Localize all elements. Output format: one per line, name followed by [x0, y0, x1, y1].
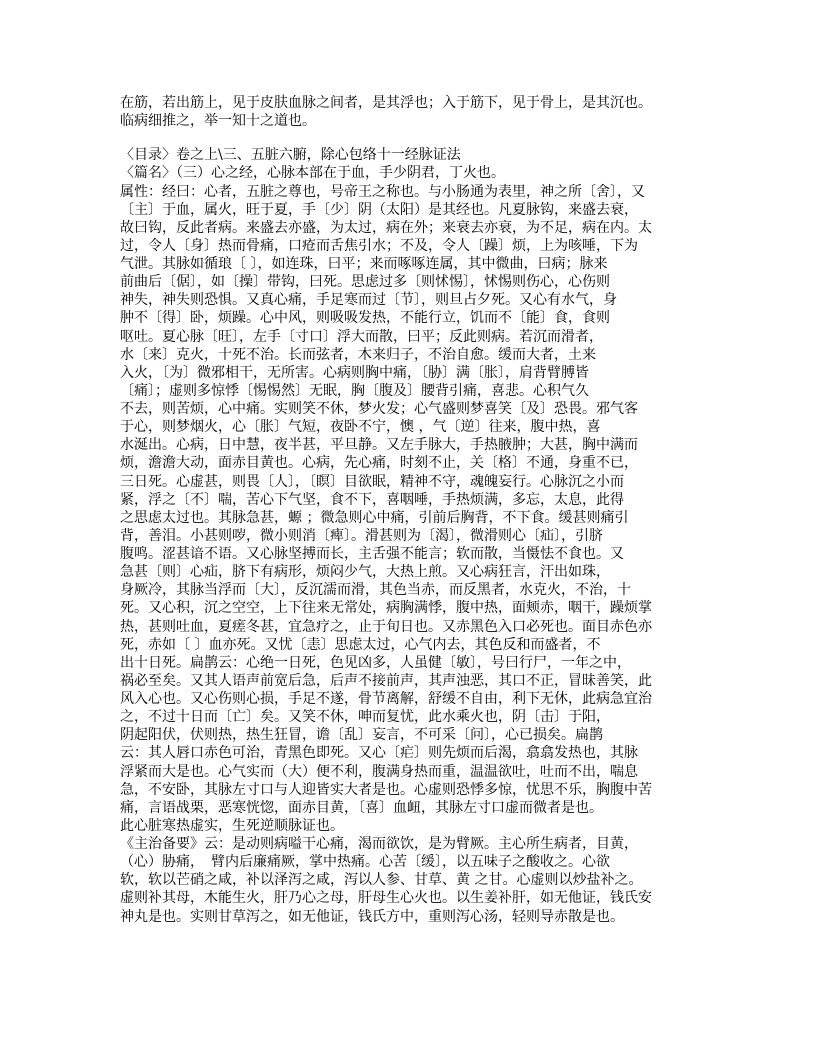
text-line: 阴起阳伏，伏则热，热生狂冒，谵〔乱〕妄言，不可采〔问〕，心已损矣。扁鹊 — [120, 727, 603, 744]
text-line: 属性：经曰：心者，五脏之尊也，号帝王之称也。与小肠通为表里，神之所〔舍〕，又 — [120, 183, 645, 200]
text-line: 之思虑太过也。其脉急甚，螈 ；微急则心中痛，引前后胸背，不下食。缓甚则痛引 — [120, 509, 629, 526]
text-line: 祸必至矣。又其人语声前宽后急，后声不接前声，其声浊恶，其口不正，冒昧善笑，此 — [120, 672, 652, 689]
text-line: 神失，神失则恐惧。又真心痛，手足寒而过〔节〕，则旦占夕死。又心有水气，身 — [120, 292, 617, 309]
intro-paragraph — [120, 94, 720, 130]
text-line: 〔痛〕；虚则多惊悸〔惕惕然〕无眠，胸〔腹及〕腰背引痛，喜悲。心积气久 — [120, 382, 589, 399]
text-line: 〈篇名〉（三）心之经，心脉本部在于血，手少阴君，丁火也。 — [120, 165, 505, 182]
text-line: 神丸是也。实则甘草泻之，如无他证，钱氏方中，重则泻心汤，轻则导赤散是也。 — [120, 908, 624, 925]
text-line: 热，甚则吐血，夏瘥冬甚，宜急疗之，止于旬日也。又赤黑色入口必死也。面目赤色亦 — [120, 618, 652, 635]
text-line: 急，不安卧，其脉左寸口与人迎皆实大者是也。心虚则恐悸多惊，忧思不乐，胸腹中苦 — [120, 781, 652, 798]
heart-meridian-section — [120, 146, 720, 925]
text-line: 浮紧而大是也。心气实而（大）便不利，腹满身热而重，温温欲吐，吐而不出，喘息 — [120, 763, 638, 780]
text-line: 死。又心积，沉之空空，上下往来无常处，病胸满悸，腹中热，面颊赤，咽干，躁烦掌 — [120, 600, 652, 617]
text-line: 之，不过十日而〔亡〕矣。又笑不休，呻而复忧，此水乘火也，阴〔击〕于阳， — [120, 709, 610, 726]
text-line: 急甚〔则〕心疝，脐下有病形，烦闷少气，大热上煎。又心病狂言，汗出如珠， — [120, 564, 610, 581]
document-page — [120, 94, 720, 926]
text-line: 〈目录〉卷之上\三、五脏六腑，除心包络十一经脉证法 — [120, 147, 461, 164]
text-line: 不去，则苦烦，心中痛。实则笑不休，梦火发；心气盛则梦喜笑〔及〕恐畏。邪气客 — [120, 401, 638, 417]
text-line: 《主治备要》云：是动则病嗌干心痛，渴而欲饮，是为臂厥。主心所生病者，目黄， — [120, 836, 638, 852]
text-line: 死，赤如〔 〕血亦死。又忧〔恚〕思虑太过，心气内去，其色反和而盛者，不 — [120, 636, 601, 653]
text-line: 于心，则梦烟火，心〔胀〕气短，夜卧不宁，懊 ，气〔逆〕往来，腹中热，喜 — [120, 419, 601, 436]
text-line: 紧，浮之〔不〕喘，苦心下气坚，食不下，喜咽唾，手热烦满，多忘，太息，此得 — [120, 491, 624, 508]
text-line: 三日死。心虚甚，则畏〔人〕，〔瞑〕目欲眠，精神不守，魂魄妄行。心脉沉之小而 — [120, 473, 624, 490]
text-line: 故曰钩，反此者病。来盛去亦盛，为太过，病在外；来衰去亦衰，为不足，病在内。太 — [120, 219, 652, 236]
text-line: 云：其人唇口赤色可治，青黑色即死。又心〔疟〕则先烦而后渴，翕翕发热也，其脉 — [120, 745, 638, 762]
text-line: 〔主〕于血，属火，旺于夏，手〔少〕阴（太阳）是其经也。凡夏脉钩，来盛去衰， — [120, 201, 638, 218]
text-line: 呕吐。夏心脉〔旺〕，左手〔寸口〕浮大而散，曰平；反此则病。若沉而滑者， — [120, 328, 603, 345]
paragraph-gap — [120, 130, 720, 146]
text-line: 出十日死。扁鹊云：心绝一日死，色见凶多，人虽健〔敏〕，号曰行尸，一年之中， — [120, 654, 631, 671]
text-line: 在筋，若出筋上，见于皮肤血脉之间者，是其浮也；入于筋下，见于骨上，是其沉也。 — [120, 95, 652, 111]
text-line: 气泄。其脉如循琅〔 〕，如连珠，曰平；来而啄啄连属，其中微曲，曰病；脉来 — [120, 256, 608, 272]
text-line: 肿不〔得〕卧，烦躁。心中风，则吸吸发热，不能行立，饥而不〔能〕食，食则 — [120, 310, 610, 327]
text-line: 腹鸣。涩甚谙不语。又心脉坚搏而长，主舌强不能言；软而散，当慑怯不食也。又 — [120, 546, 624, 562]
text-line: 水〔来〕克火，十死不治。长而弦者，木来归子，不治自愈。缓而大者，土来 — [120, 346, 596, 363]
text-line: 过，令人〔身〕热而骨痛，口疮而舌焦引水；不及，令人〔躁〕烦，上为咳唾，下为 — [120, 237, 638, 254]
text-line: 虚则补其母，木能生火，肝乃心之母，肝母生心火也。以生姜补肝，如无他证，钱氏安 — [120, 890, 652, 907]
text-line: 身厥冷，其脉当浮而〔大〕，反沉濡而滑，其色当赤，而反黑者，水克火，不治，十 — [120, 582, 631, 599]
text-line: 入火，〔为〕微邪相干，无所害。心病则胸中痛，〔胁〕满〔胀〕，肩背臂膊皆 — [120, 364, 589, 381]
text-line: 软，软以芒硝之咸，补以泽泻之咸，泻以人参、甘草、黄 之甘。心虚则以炒盐补之。 — [120, 872, 643, 889]
text-line: 前曲后〔倨〕，如〔操〕带钩，曰死。思虑过多〔则怵惕〕，怵惕则伤心，心伤则 — [120, 274, 610, 291]
text-line: 烦，澹澹大动，面赤目黄也。心病，先心痛，时刻不止，关〔格〕不通，身重不已， — [120, 455, 638, 472]
text-line: 痛，言语战栗，恶寒恍惚，面赤目黄，〔喜〕血衄，其脉左寸口虚而微者是也。 — [120, 799, 603, 816]
text-line: 背，善泪。小甚则哕，微小则消〔痺〕。滑甚则为〔渴〕，微滑则心〔疝〕，引脐 — [120, 527, 603, 544]
text-line: 临病细推之，举一知十之道也。 — [120, 113, 316, 130]
text-line: 水涎出。心病，日中慧，夜半甚，平旦静。又左手脉大，手热腋肿；大甚，胸中满而 — [120, 437, 638, 454]
text-line: 此心脏寒热虚实，生死逆顺脉证也。 — [120, 817, 344, 834]
text-line: （心）胁痛， 臂内后廉痛厥，掌中热痛。心苦〔缓〕，以五味子之酸收之。心欲 — [120, 854, 610, 871]
text-line: 风入心也。又心伤则心损，手足不遂，骨节离解，舒缓不自由，利下无休，此病急宜治 — [120, 691, 652, 707]
